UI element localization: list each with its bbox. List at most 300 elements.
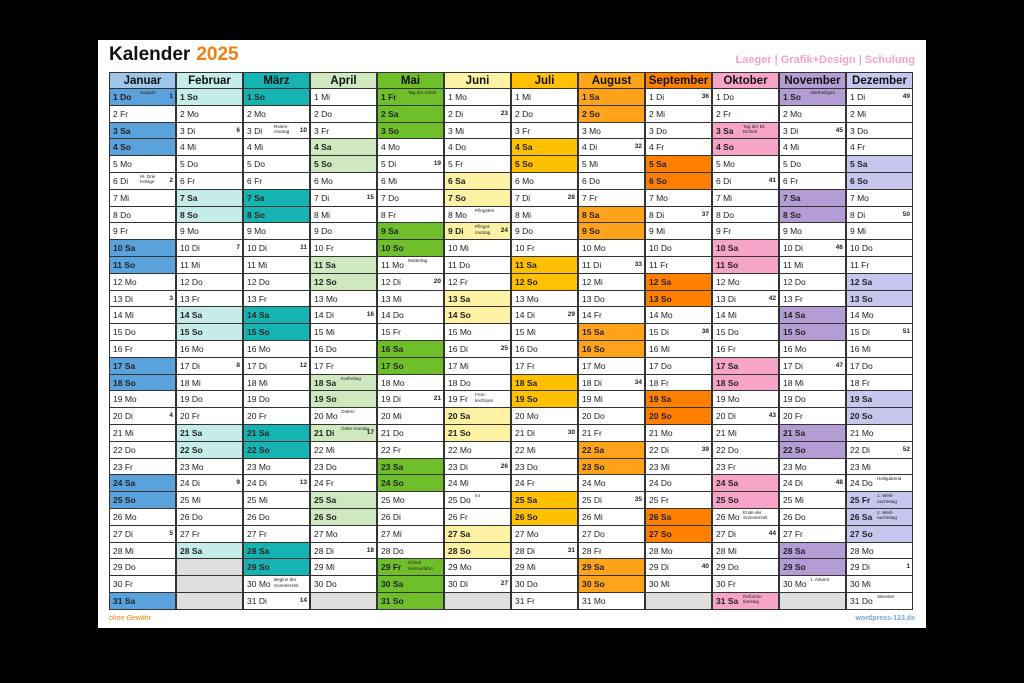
day-label: 7 Sa — [180, 192, 198, 203]
day-cell — [712, 492, 779, 509]
day-label: 25 Mi — [247, 495, 268, 506]
day-label: 9 Mi — [649, 226, 666, 237]
day-label: 25 Fr — [649, 495, 669, 506]
day-label: 20 Fr — [247, 411, 267, 422]
day-label: 31 So — [381, 596, 404, 606]
day-cell — [578, 543, 645, 560]
day-cell — [712, 509, 779, 526]
day-label: 30 Fr — [716, 579, 736, 590]
day-cell — [310, 442, 377, 459]
day-label: 15 So — [247, 327, 270, 338]
week-number: 7 — [236, 244, 240, 252]
day-label: 9 Di — [448, 226, 464, 237]
day-cell — [109, 358, 176, 375]
day-cell — [846, 240, 913, 257]
day-label: 11 Mi — [247, 260, 268, 270]
holiday-label: Tag der Dt. Einheit — [743, 123, 766, 134]
day-label: 16 Di — [448, 344, 468, 354]
day-cell — [578, 559, 645, 576]
day-label: 26 Sa — [850, 512, 873, 522]
day-cell — [712, 89, 779, 106]
day-label: 9 Mo — [247, 226, 266, 237]
day-cell — [712, 324, 779, 341]
day-cell — [511, 492, 578, 509]
day-cell — [310, 425, 377, 442]
day-cell — [846, 492, 913, 509]
day-label: 18 Mi — [783, 377, 804, 388]
day-label: 31 Do — [850, 596, 873, 606]
day-label: 16 Fr — [113, 344, 133, 354]
day-cell — [846, 324, 913, 341]
day-label: 1 Fr — [381, 92, 397, 102]
week-number: 35 — [634, 496, 642, 504]
day-cell — [377, 240, 444, 257]
day-label: 9 Do — [515, 226, 533, 237]
day-cell — [511, 291, 578, 308]
day-label: 17 Di — [180, 360, 200, 371]
week-number: 13 — [299, 479, 307, 487]
day-cell — [310, 324, 377, 341]
footer-website[interactable]: wordpress-123.de — [855, 615, 915, 622]
month-header: September — [645, 72, 712, 89]
holiday-label: Pfingsten — [475, 207, 495, 213]
day-cell — [779, 559, 846, 576]
week-number: 29 — [567, 311, 575, 319]
day-label: 20 Fr — [783, 411, 803, 422]
day-label: 8 So — [783, 209, 801, 220]
day-cell — [444, 123, 511, 140]
day-cell — [176, 526, 243, 543]
day-label: 28 Di — [515, 545, 535, 556]
day-cell — [578, 123, 645, 140]
day-label: 5 Mo — [113, 159, 132, 170]
day-label: 8 Fr — [381, 209, 397, 220]
day-label: 18 So — [716, 377, 739, 388]
day-cell — [511, 459, 578, 476]
week-number: 8 — [236, 361, 240, 369]
day-cell — [846, 408, 913, 425]
day-cell — [712, 442, 779, 459]
day-label: 21 Sa — [180, 428, 203, 438]
day-label: 23 Do — [314, 461, 337, 472]
month-column — [176, 72, 243, 556]
week-number: 11 — [300, 244, 307, 252]
day-cell — [243, 543, 310, 560]
holiday-label: Pfingst-montag — [475, 224, 491, 235]
day-cell — [578, 391, 645, 408]
day-cell — [511, 190, 578, 207]
day-label: 11 So — [716, 260, 739, 270]
day-label: 7 Fr — [582, 192, 598, 203]
month-header: Oktober — [712, 72, 779, 89]
day-cell — [444, 257, 511, 274]
day-cell — [109, 307, 176, 324]
day-cell — [377, 257, 444, 274]
day-label: 9 Sa — [381, 226, 399, 237]
day-label: 4 Fr — [850, 142, 866, 153]
holiday-label: 1. Weih-nachtstag — [877, 493, 897, 504]
day-cell — [779, 358, 846, 375]
day-cell — [846, 274, 913, 291]
day-label: 9 Fr — [716, 226, 732, 237]
day-label: 25 Sa — [515, 495, 538, 506]
day-cell — [645, 425, 712, 442]
day-label: 24 So — [381, 478, 404, 489]
day-cell — [109, 324, 176, 341]
day-label: 16 Mo — [247, 344, 271, 354]
day-label: 5 Do — [247, 159, 265, 170]
day-label: 18 Sa — [314, 377, 337, 388]
day-label: 16 Mi — [649, 344, 670, 354]
day-cell — [310, 408, 377, 425]
day-label: 7 Di — [314, 192, 330, 203]
day-label: 5 Mo — [716, 159, 735, 170]
week-number: 51 — [902, 328, 910, 336]
week-number: 17 — [366, 429, 374, 436]
day-label: 6 So — [649, 176, 667, 186]
day-cell — [109, 207, 176, 224]
day-cell — [511, 89, 578, 106]
day-label: 28 Sa — [180, 545, 203, 556]
day-cell — [511, 576, 578, 593]
day-label: 25 Mi — [180, 495, 201, 506]
day-cell — [377, 459, 444, 476]
day-label: 27 Sa — [448, 528, 471, 539]
day-cell — [645, 391, 712, 408]
day-label: 20 So — [649, 411, 672, 422]
day-cell — [310, 274, 377, 291]
day-label: 14 Di — [515, 310, 535, 321]
day-label: 2 Sa — [381, 108, 399, 119]
day-label: 24 Sa — [113, 478, 136, 489]
day-label: 5 So — [314, 159, 332, 170]
day-label: 4 Do — [448, 142, 466, 153]
day-label: 26 Do — [783, 512, 806, 522]
day-label: 3 Di — [247, 125, 263, 136]
day-cell — [310, 509, 377, 526]
day-label: 20 Do — [582, 411, 605, 422]
day-cell — [578, 459, 645, 476]
week-number: 28 — [567, 193, 575, 201]
day-cell — [444, 358, 511, 375]
day-label: 8 Di — [649, 209, 665, 220]
day-cell — [846, 593, 913, 610]
day-cell — [645, 375, 712, 392]
holiday-label: Beginn der Sommerzeit — [274, 577, 299, 588]
day-label: 12 Mo — [716, 276, 740, 287]
day-cell — [444, 274, 511, 291]
day-label: 18 Mo — [381, 377, 405, 388]
day-cell — [243, 576, 310, 593]
day-cell — [712, 341, 779, 358]
month-column — [109, 72, 176, 606]
day-cell — [511, 593, 578, 610]
day-label: 20 Fr — [180, 411, 200, 422]
day-label: 31 Sa — [113, 596, 136, 606]
week-number: 21 — [433, 395, 441, 403]
day-label: 22 Mi — [515, 444, 536, 455]
day-cell — [377, 291, 444, 308]
day-cell — [310, 240, 377, 257]
day-label: 21 Mi — [113, 428, 134, 438]
day-label: 12 Do — [247, 276, 270, 287]
day-cell — [578, 223, 645, 240]
day-cell — [109, 509, 176, 526]
day-label: 3 Fr — [314, 125, 330, 136]
day-cell — [444, 156, 511, 173]
day-cell — [243, 123, 310, 140]
day-cell — [846, 139, 913, 156]
day-label: 18 Mi — [247, 377, 268, 388]
day-cell — [578, 576, 645, 593]
day-cell — [846, 257, 913, 274]
day-cell — [578, 324, 645, 341]
day-label: 14 Do — [381, 310, 404, 321]
day-cell — [310, 391, 377, 408]
day-label: 4 Mi — [783, 142, 800, 153]
holiday-label: Hl. Drei Könige — [140, 174, 156, 185]
day-cell — [310, 358, 377, 375]
day-cell — [779, 543, 846, 560]
day-label: 17 Di — [247, 360, 267, 371]
day-cell — [846, 89, 913, 106]
day-cell — [377, 173, 444, 190]
day-label: 30 Sa — [381, 579, 404, 590]
day-cell — [645, 240, 712, 257]
day-label: 29 Di — [850, 562, 870, 573]
day-label: 1 So — [180, 92, 198, 102]
day-cell — [779, 257, 846, 274]
day-cell — [176, 207, 243, 224]
day-cell — [377, 526, 444, 543]
day-label: 8 Mo — [448, 209, 467, 220]
day-cell — [310, 173, 377, 190]
day-cell — [511, 307, 578, 324]
day-cell — [377, 442, 444, 459]
day-cell — [377, 274, 444, 291]
week-number: 52 — [902, 445, 910, 453]
calendar-sheet — [98, 40, 926, 628]
day-cell — [109, 240, 176, 257]
day-label: 13 Mo — [515, 293, 539, 304]
day-label: 2 Mi — [850, 108, 867, 119]
day-cell — [712, 358, 779, 375]
day-cell — [243, 358, 310, 375]
week-number: 47 — [835, 361, 843, 369]
day-cell — [645, 576, 712, 593]
day-cell — [243, 190, 310, 207]
day-label: 26 So — [515, 512, 538, 522]
day-label: 6 Mi — [381, 176, 398, 186]
day-cell — [511, 391, 578, 408]
day-cell — [377, 408, 444, 425]
day-cell — [645, 173, 712, 190]
day-label: 19 Di — [381, 394, 401, 405]
month-column — [779, 72, 846, 590]
day-label: 21 Di — [314, 428, 335, 438]
day-label: 23 Fr — [716, 461, 736, 472]
day-label: 5 So — [515, 159, 533, 170]
day-label: 17 Fr — [314, 360, 334, 371]
month-column — [511, 72, 578, 606]
day-cell — [712, 543, 779, 560]
day-label: 15 Di — [649, 327, 669, 338]
day-cell — [444, 475, 511, 492]
day-cell — [243, 173, 310, 190]
day-label: 19 Mi — [582, 394, 603, 405]
day-label: 27 Fr — [247, 528, 267, 539]
day-label: 17 Do — [850, 360, 873, 371]
week-number: 48 — [835, 479, 843, 487]
month-header: April — [310, 72, 377, 89]
day-cell — [444, 173, 511, 190]
day-cell — [779, 408, 846, 425]
day-label: 13 So — [850, 293, 873, 304]
day-label: 26 Mi — [582, 512, 603, 522]
day-label: 24 Fr — [314, 478, 334, 489]
day-label: 17 Di — [783, 360, 803, 371]
day-label: 14 Mo — [850, 310, 874, 321]
day-label: 9 Mo — [180, 226, 199, 237]
month-header: Januar — [109, 72, 176, 89]
day-cell — [243, 106, 310, 123]
day-label: 9 So — [582, 226, 600, 237]
day-cell — [511, 543, 578, 560]
day-cell — [779, 156, 846, 173]
day-cell — [109, 257, 176, 274]
day-label: 19 So — [515, 394, 538, 405]
day-label: 18 Di — [582, 377, 602, 388]
day-cell — [377, 156, 444, 173]
day-cell — [645, 475, 712, 492]
day-label: 24 Di — [247, 478, 267, 489]
day-cell — [779, 475, 846, 492]
day-label: 28 Sa — [247, 545, 270, 556]
day-cell — [712, 475, 779, 492]
day-cell — [578, 475, 645, 492]
day-label: 18 So — [113, 377, 136, 388]
day-cell — [176, 425, 243, 442]
day-label: 23 Sa — [381, 461, 404, 472]
day-cell — [444, 459, 511, 476]
day-label: 9 Do — [314, 226, 332, 237]
day-label: 26 Fr — [448, 512, 468, 522]
day-label: 16 Fr — [716, 344, 736, 354]
day-cell — [444, 543, 511, 560]
day-label: 1 Di — [649, 92, 665, 102]
day-label: 4 So — [716, 142, 734, 153]
day-label: 21 Di — [515, 428, 535, 438]
day-label: 19 Do — [180, 394, 203, 405]
day-cell — [109, 274, 176, 291]
day-label: 20 Mo — [515, 411, 539, 422]
day-label: 11 Mi — [783, 260, 804, 270]
day-label: 12 Do — [180, 276, 203, 287]
month-column — [712, 72, 779, 606]
day-label: 1 Mi — [515, 92, 532, 102]
day-label: 13 Do — [582, 293, 605, 304]
day-label: 21 Sa — [783, 428, 806, 438]
day-cell — [578, 173, 645, 190]
day-label: 19 Fr — [448, 394, 468, 405]
day-label: 5 Do — [783, 159, 801, 170]
day-label: 12 Do — [783, 276, 806, 287]
day-label: 6 Mo — [515, 176, 534, 186]
day-cell — [712, 106, 779, 123]
day-label: 27 Mi — [381, 528, 402, 539]
day-label: 10 Sa — [716, 243, 739, 254]
day-label: 16 Do — [314, 344, 337, 354]
day-cell — [109, 442, 176, 459]
day-cell — [444, 425, 511, 442]
day-label: 2 Do — [515, 108, 533, 119]
day-cell — [377, 207, 444, 224]
day-cell — [779, 492, 846, 509]
day-cell — [109, 526, 176, 543]
day-cell — [243, 559, 310, 576]
day-label: 6 Sa — [448, 176, 466, 186]
day-label: 31 Fr — [515, 596, 535, 606]
day-cell — [109, 190, 176, 207]
day-label: 31 Di — [247, 596, 267, 606]
week-number: 12 — [299, 361, 307, 369]
day-label: 10 Fr — [515, 243, 535, 254]
day-cell — [444, 207, 511, 224]
day-label: 29 Sa — [582, 562, 605, 573]
day-label: 15 Mi — [515, 327, 536, 338]
day-label: 3 Fr — [515, 125, 531, 136]
month-column — [310, 72, 377, 590]
day-label: 11 Do — [448, 260, 471, 270]
day-cell — [712, 223, 779, 240]
day-cell — [645, 190, 712, 207]
day-cell — [511, 526, 578, 543]
day-cell — [444, 509, 511, 526]
day-cell — [712, 593, 779, 610]
day-cell — [243, 291, 310, 308]
day-cell — [779, 190, 846, 207]
day-cell — [377, 106, 444, 123]
week-number: 49 — [902, 93, 910, 100]
day-label: 11 Fr — [850, 260, 870, 270]
day-cell — [109, 543, 176, 560]
day-label: 6 Fr — [783, 176, 799, 186]
day-label: 6 Mo — [314, 176, 333, 186]
day-label: 23 Mo — [247, 461, 271, 472]
day-label: 6 Fr — [247, 176, 263, 186]
day-label: 12 So — [515, 276, 538, 287]
day-cell — [511, 425, 578, 442]
day-label: 28 Do — [381, 545, 404, 556]
day-cell — [645, 156, 712, 173]
day-cell — [712, 291, 779, 308]
day-label: 16 So — [582, 344, 605, 354]
day-cell — [109, 425, 176, 442]
day-label: 24 Di — [783, 478, 803, 489]
day-label: 27 Mo — [515, 528, 539, 539]
day-cell — [779, 291, 846, 308]
month-column — [377, 72, 444, 606]
day-label: 8 Di — [850, 209, 866, 220]
week-number: 33 — [634, 261, 642, 268]
day-label: 7 Sa — [783, 192, 801, 203]
day-cell — [444, 559, 511, 576]
day-cell — [511, 559, 578, 576]
day-cell — [109, 459, 176, 476]
week-number: 50 — [902, 210, 910, 218]
day-cell — [511, 408, 578, 425]
day-cell — [712, 559, 779, 576]
